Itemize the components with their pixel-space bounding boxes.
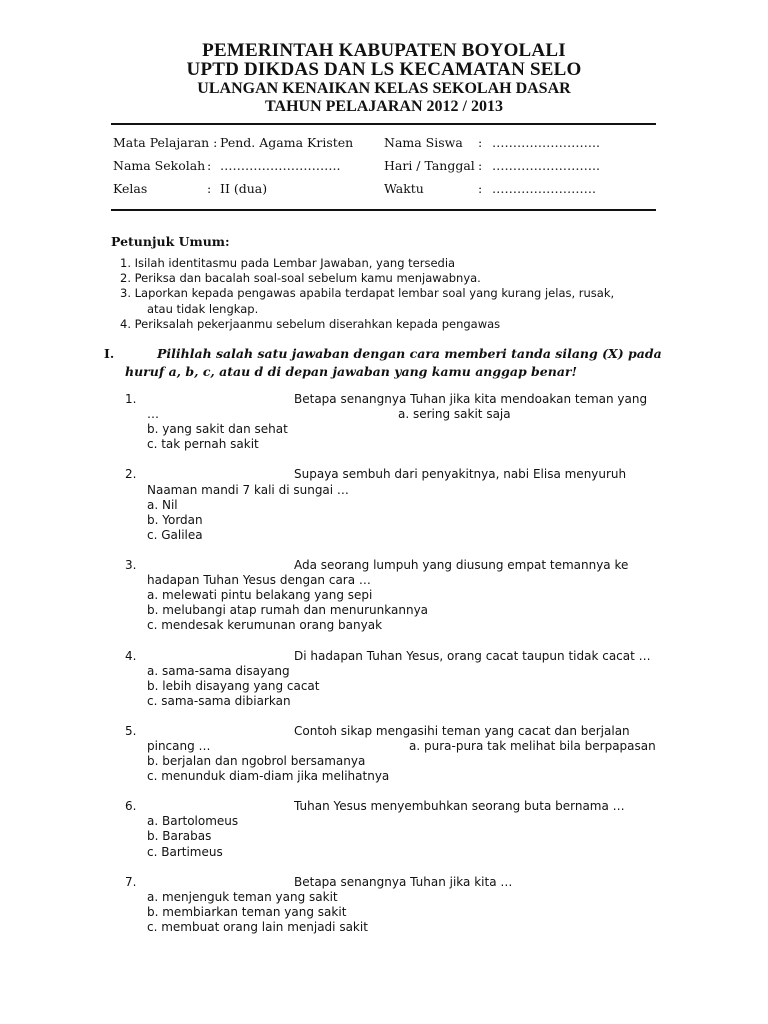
header-uptd: UPTD DIKDAS DAN LS KECAMATAN SELO bbox=[186, 59, 582, 80]
option-a: a. menjenguk teman yang sakit bbox=[147, 890, 338, 904]
header-school-year: TAHUN PELAJARAN 2012 / 2013 bbox=[265, 98, 503, 115]
waktu-colon: : bbox=[478, 181, 483, 196]
question-text: Tuhan Yesus menyembuhkan seorang buta bernama … bbox=[294, 799, 625, 813]
petunjuk-item: 2. Periksa dan bacalah soal-soal sebelum kamu menjawabnya. bbox=[120, 271, 481, 285]
question-number: 6. bbox=[125, 799, 137, 813]
petunjuk-item: 3. Laporkan kepada pengawas apabila terdapat lembar soal yang kurang jelas, rusak, bbox=[120, 286, 615, 300]
option-b: b. yang sakit dan sehat bbox=[147, 422, 288, 436]
option-a: a. Nil bbox=[147, 498, 178, 512]
kelas-value: II (dua) bbox=[220, 181, 268, 196]
question-number: 5. bbox=[125, 724, 137, 738]
header-government: PEMERINTAH KABUPATEN BOYOLALI bbox=[202, 40, 566, 61]
section-number: I. bbox=[104, 346, 115, 361]
question-continuation: pincang … bbox=[147, 739, 211, 753]
option-c: c. mendesak kerumunan orang banyak bbox=[147, 618, 383, 632]
siswa-value: …………………….. bbox=[492, 135, 600, 150]
hari-label: Hari / Tanggal bbox=[384, 158, 475, 173]
question-text: Di hadapan Tuhan Yesus, orang cacat taupun tidak cacat … bbox=[294, 649, 651, 663]
petunjuk-item: 4. Periksalah pekerjaanmu sebelum diserahkan kepada pengawas bbox=[120, 317, 501, 331]
siswa-colon: : bbox=[478, 135, 483, 150]
option-b: b. Barabas bbox=[147, 829, 212, 843]
question-continuation: hadapan Tuhan Yesus dengan cara … bbox=[147, 573, 371, 587]
option-b: b. membiarkan teman yang sakit bbox=[147, 905, 347, 919]
question-number: 3. bbox=[125, 558, 137, 572]
question-continuation: Naaman mandi 7 kali di sungai … bbox=[147, 483, 349, 497]
option-b: b. berjalan dan ngobrol bersamanya bbox=[147, 754, 366, 768]
petunjuk-title: Petunjuk Umum: bbox=[111, 234, 230, 249]
option-b: b. Yordan bbox=[147, 513, 203, 527]
sekolah-colon: : bbox=[207, 158, 212, 173]
sekolah-value: ……………………….. bbox=[220, 158, 341, 173]
siswa-label: Nama Siswa bbox=[384, 135, 463, 150]
option-a: a. pura-pura tak melihat bila berpapasan bbox=[409, 739, 656, 753]
kelas-label: Kelas bbox=[113, 181, 148, 196]
header-exam-title: ULANGAN KENAIKAN KELAS SEKOLAH DASAR bbox=[197, 80, 571, 97]
option-c: c. tak pernah sakit bbox=[147, 437, 259, 451]
question-text: Betapa senangnya Tuhan jika kita mendoakan teman yang bbox=[294, 392, 648, 406]
petunjuk-item: atau tidak lengkap. bbox=[147, 302, 259, 316]
option-a: a. sering sakit saja bbox=[398, 407, 511, 421]
question-number: 4. bbox=[125, 649, 137, 663]
question-continuation: … bbox=[147, 407, 159, 421]
header-divider bbox=[111, 123, 656, 125]
sekolah-label: Nama Sekolah bbox=[113, 158, 206, 173]
option-a: a. sama-sama disayang bbox=[147, 664, 290, 678]
option-a: a. melewati pintu belakang yang sepi bbox=[147, 588, 373, 602]
hari-value: …………………….. bbox=[492, 158, 600, 173]
info-divider bbox=[111, 209, 656, 211]
option-a: a. Bartolomeus bbox=[147, 814, 239, 828]
question-text: Betapa senangnya Tuhan jika kita … bbox=[294, 875, 513, 889]
mapel-label: Mata Pelajaran : bbox=[113, 135, 218, 150]
option-c: c. membuat orang lain menjadi sakit bbox=[147, 920, 368, 934]
option-c: c. Bartimeus bbox=[147, 845, 223, 859]
hari-colon: : bbox=[478, 158, 483, 173]
question-text: Ada seorang lumpuh yang diusung empat temannya ke bbox=[294, 558, 629, 572]
option-c: c. Galilea bbox=[147, 528, 203, 542]
mapel-value: Pend. Agama Kristen bbox=[220, 135, 354, 150]
option-b: b. melubangi atap rumah dan menurunkannya bbox=[147, 603, 429, 617]
kelas-colon: : bbox=[207, 181, 212, 196]
waktu-value: ……………………. bbox=[492, 181, 596, 196]
option-b: b. lebih disayang yang cacat bbox=[147, 679, 320, 693]
question-text: Contoh sikap mengasihi teman yang cacat dan berjalan bbox=[294, 724, 630, 738]
section-instruction: huruf a, b, c, atau d di depan jawaban yang kamu anggap benar! bbox=[125, 364, 578, 379]
option-c: c. sama-sama dibiarkan bbox=[147, 694, 291, 708]
question-number: 7. bbox=[125, 875, 137, 889]
question-number: 2. bbox=[125, 467, 137, 481]
section-instruction: Pilihlah salah satu jawaban dengan cara memberi tanda silang (X) pada bbox=[157, 346, 662, 361]
waktu-label: Waktu bbox=[384, 181, 424, 196]
petunjuk-item: 1. Isilah identitasmu pada Lembar Jawaban, yang tersedia bbox=[120, 256, 456, 270]
option-c: c. menunduk diam-diam jika melihatnya bbox=[147, 769, 390, 783]
question-text: Supaya sembuh dari penyakitnya, nabi Elisa menyuruh bbox=[294, 467, 627, 481]
question-number: 1. bbox=[125, 392, 137, 406]
